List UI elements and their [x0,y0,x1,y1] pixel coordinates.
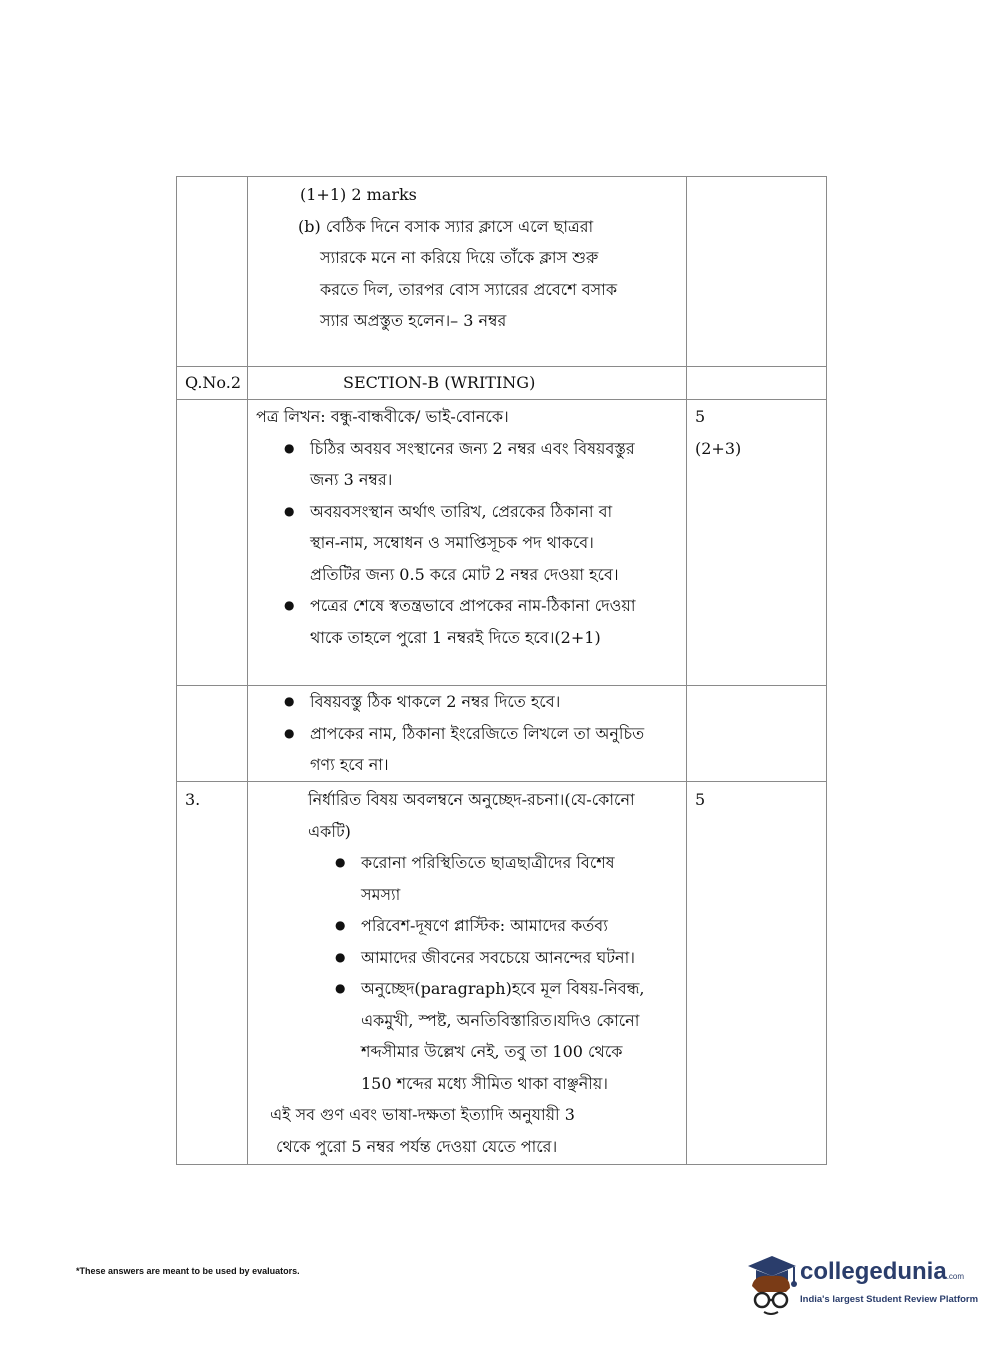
marks-value: 5 [695,407,706,426]
list-item [335,910,686,942]
bullet-icon: ● [335,918,346,932]
bullet-icon: ● [284,694,295,708]
answer-line: স্যারকে মনে না করিয়ে দিয়ে তাঁকে ক্লাস শুরু [320,248,599,267]
answer-cell [248,400,687,686]
bullet-icon: ● [335,981,346,995]
collegedunia-logo [742,1252,979,1322]
question-number: Q.No.2 [185,373,242,392]
bullet-icon: ● [335,855,346,869]
closing-line: থেকে পুরো 5 নম্বর পর্যন্ত দেওয়া যেতে পারে। [276,1136,558,1156]
topic-line: আমাদের জীবনের সবচেয়ে আনন্দের ঘটনা। [361,947,635,967]
bullet-line: চিঠির অবয়ব সংস্থানের জন্য 2 নম্বর এবং বিষয়বস্তুর [310,438,635,458]
answer-line: করতে দিল, তারপর বোস স্যারের প্রবেশে বসাক [320,279,618,299]
marks-cell [687,782,827,1165]
answer-line: (b) বেঠিক দিনে বসাক স্যার ক্লাসে এলে ছাত্ররা [298,216,594,236]
bullet-line: পত্রের শেষে স্বতন্ত্রভাবে প্রাপকের নাম-ঠিকানা দেওয়া [310,596,636,615]
bullet-line: প্রাপকের নাম, ঠিকানা ইংরেজিতে লিখলে তা অনুচিত [310,723,645,743]
section-title-cell [248,367,687,400]
marks-cell [687,367,827,400]
bullet-icon: ● [335,949,346,964]
list-item [335,973,686,1099]
note-line: শব্দসীমার উল্লেখ নেই, তবু তা 100 থেকে [361,1042,623,1061]
bullet-line: বিষয়বস্তু ঠিক থাকলে 2 নম্বর দিতে হবে। [310,692,561,711]
bullet-line: জন্য 3 নম্বর। [310,470,393,489]
list-item [284,718,686,781]
table-row [177,782,827,1165]
closing-line: এই সব গুণ এবং ভাষা-দক্ষতা ইত্যাদি অনুযায়ী 3 [270,1105,575,1124]
bullet-line: থাকে তাহলে পুরো 1 নম্বরই দিতে হবে।(2+1) [310,627,601,647]
table-row [177,686,827,782]
paragraph-heading: একটি) [308,821,351,841]
bullet-line: অবয়বসংস্থান অর্থাৎ তারিখ, প্রেরকের ঠিকানা বা [310,501,613,521]
marking-scheme-table [176,176,827,1165]
list-item [335,847,686,910]
letter-heading: পত্র লিখন: বন্ধু-বান্ধবীকে/ ভাই-বোনকে। [256,407,509,426]
mascot-icon [742,1252,800,1322]
marks-value: 5 [695,790,706,809]
list-item [284,686,686,718]
table-row [177,177,827,367]
bullet-icon: ● [284,598,295,612]
list-item [335,942,686,974]
list-item [284,496,686,591]
marks-cell [687,686,827,782]
answer-cell [248,177,687,367]
bullet-line: প্রতিটির জন্য 0.5 করে মোট 2 নম্বর দেওয়া হবে। [310,564,619,584]
note-line: অনুচ্ছেদ(paragraph)হবে মূল বিষয়-নিবন্ধ, [361,979,645,998]
marks-line: (1+1) 2 marks [300,185,417,204]
section-title: SECTION-B (WRITING) [343,373,536,392]
marks-cell [687,400,827,686]
topic-line: পরিবেশ-দূষণে প্লাস্টিক: আমাদের কর্তব্য [361,916,608,935]
table-row [177,367,827,400]
evaluator-footnote: *These answers are meant to be used by evaluators. [76,1266,300,1276]
qno-cell [177,367,248,400]
answer-cell [248,686,687,782]
marks-cell [687,177,827,367]
logo-wordmark: collegedunia.com [800,1258,965,1285]
qno-cell [177,686,248,782]
topic-line: সমস্যা [361,884,401,904]
qno-cell [177,782,248,1165]
bullet-line: গণ্য হবে না। [310,755,389,774]
bullet-line: স্থান-নাম, সম্বোধন ও সমাপ্তিসূচক পদ থাকবে। [310,533,594,552]
note-line: একমুখী, স্পষ্ট, অনতিবিস্তারিত।যদিও কোনো [361,1010,640,1030]
qno-cell [177,177,248,367]
question-number: 3. [185,790,201,809]
logo-tagline: India's largest Student Review Platform [800,1294,979,1305]
bullet-icon: ● [284,725,295,740]
answer-cell [248,782,687,1165]
note-line: 150 শব্দের মধ্যে সীমিত থাকা বাঞ্ছনীয়। [361,1073,608,1093]
bullet-icon: ● [284,440,295,455]
list-item [284,433,686,496]
bullet-icon: ● [284,503,295,518]
paragraph-heading: নির্ধারিত বিষয় অবলম্বনে অনুচ্ছেদ-রচনা।(যে-কোনো [308,790,635,809]
list-item [284,590,686,653]
qno-cell [177,400,248,686]
marks-breakdown: (2+3) [695,438,742,458]
topic-line: করোনা পরিস্থিতিতে ছাত্রছাত্রীদের বিশেষ [361,853,615,872]
table-row [177,400,827,686]
answer-line: স্যার অপ্রস্তুত হলেন।– 3 নম্বর [320,311,507,330]
